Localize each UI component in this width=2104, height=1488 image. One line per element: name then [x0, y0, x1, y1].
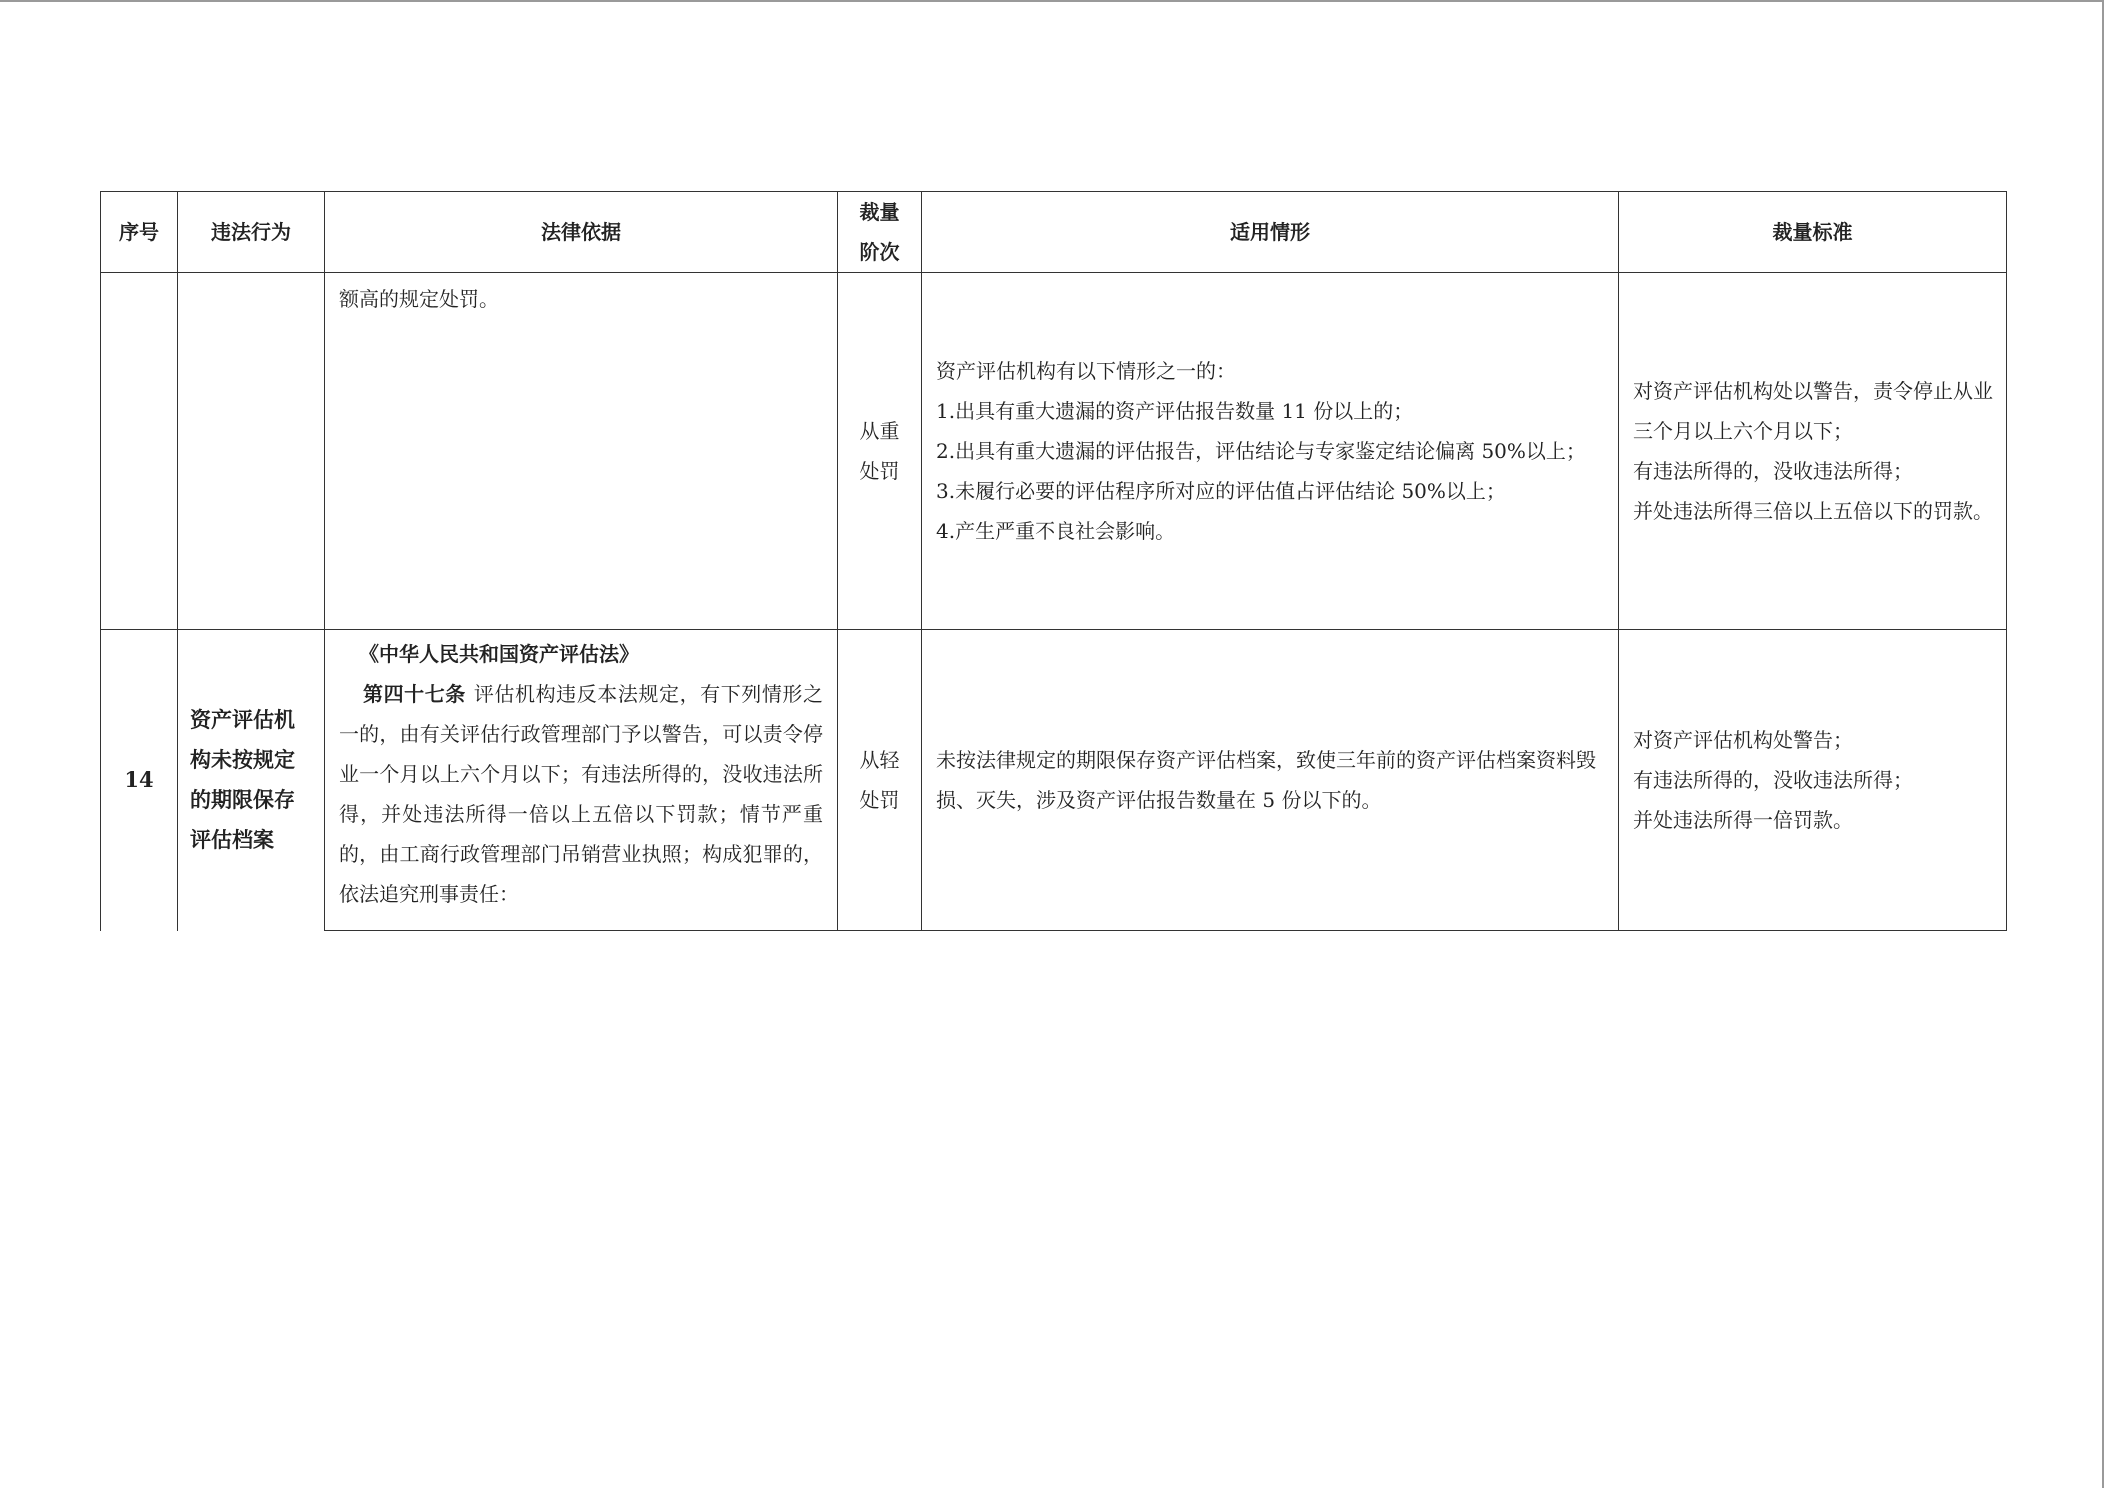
header-legal-basis: 法律依据 — [325, 192, 838, 273]
header-level-text: 裁量阶次 — [859, 200, 900, 264]
cell-situation — [922, 273, 1619, 630]
page-border — [0, 0, 2104, 2]
cell-number — [101, 273, 178, 630]
table-row — [101, 273, 2007, 630]
law-title: 《中华人民共和国资产评估法》 — [359, 642, 639, 666]
standard-line: 并处违法所得一倍罚款。 — [1633, 808, 1853, 832]
situation-item: 3.未履行必要的评估程序所对应的评估值占评估结论 50%以上； — [936, 479, 1506, 503]
law-article-number: 第四十七条 — [363, 682, 466, 706]
standard-line: 对资产评估机构处以警告，责令停止从业三个月以上六个月以下； — [1633, 379, 1993, 443]
cell-legal-basis: 额高的规定处罚。 — [325, 273, 838, 630]
cell-number: 14 — [101, 630, 178, 931]
level-text: 从重处罚 — [859, 419, 900, 483]
standard-line: 对资产评估机构处警告； — [1633, 728, 1853, 752]
penalty-discretion-table — [100, 191, 2007, 931]
table-header-row — [101, 192, 2007, 273]
cell-standard — [1619, 273, 2007, 630]
situation-item: 4.产生严重不良社会影响。 — [936, 519, 1176, 543]
cell-level — [838, 273, 922, 630]
header-standard: 裁量标准 — [1619, 192, 2007, 273]
cell-standard — [1619, 630, 2007, 931]
cell-legal-basis — [325, 630, 838, 931]
law-article-text: 评估机构违反本法规定，有下列情形之一的，由有关评估行政管理部门予以警告，可以责令停业一个月以上六个月以下；有违法所得的，没收违法所得，并处违法所得一倍以上五倍以下罚款；情节严重的，由工商行政管理部门吊销营业执照；构成犯罪的，依法追究刑事责任： — [339, 682, 824, 906]
situation-intro: 资产评估机构有以下情形之一的： — [936, 359, 1236, 383]
header-situation: 适用情形 — [922, 192, 1619, 273]
cell-level — [838, 630, 922, 931]
level-text: 从轻处罚 — [859, 748, 900, 812]
cell-situation: 未按法律规定的期限保存资产评估档案，致使三年前的资产评估档案资料毁损、灭失，涉及资产评估报告数量在 5 份以下的。 — [922, 630, 1619, 931]
header-violation: 违法行为 — [178, 192, 325, 273]
header-level — [838, 192, 922, 273]
table-row — [101, 630, 2007, 931]
situation-item: 2.出具有重大遗漏的评估报告，评估结论与专家鉴定结论偏离 50%以上； — [936, 439, 1586, 463]
cell-violation — [178, 273, 325, 630]
standard-line: 有违法所得的，没收违法所得； — [1633, 768, 1913, 792]
standard-line: 有违法所得的，没收违法所得； — [1633, 459, 1913, 483]
standard-line: 并处违法所得三倍以上五倍以下的罚款。 — [1633, 499, 1993, 523]
cell-violation: 资产评估机构未按规定的期限保存评估档案 — [178, 630, 325, 931]
header-number: 序号 — [101, 192, 178, 273]
situation-item: 1.出具有重大遗漏的资产评估报告数量 11 份以上的； — [936, 399, 1414, 423]
